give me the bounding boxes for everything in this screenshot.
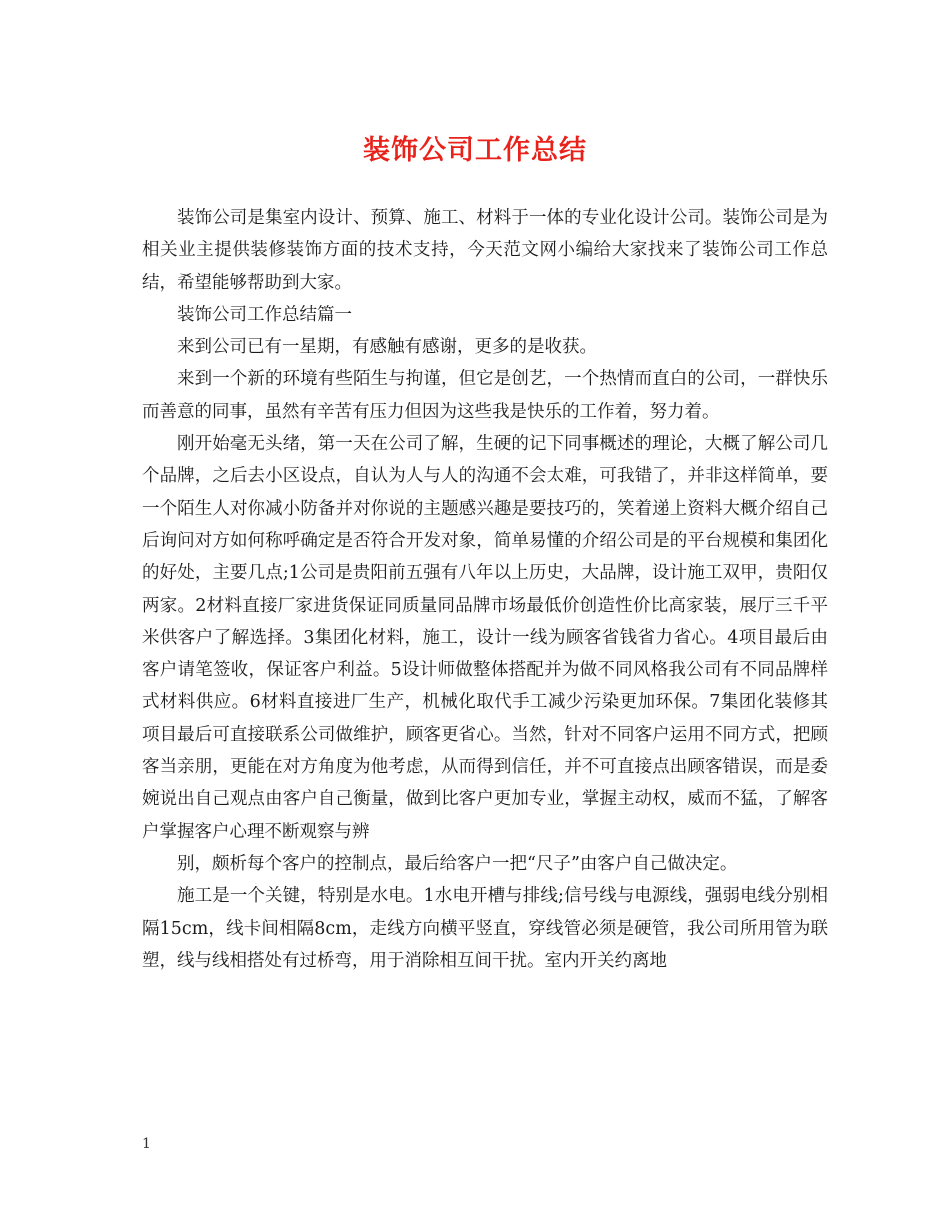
- page-number: 1: [142, 1136, 151, 1152]
- paragraph: 来到一个新的环境有些陌生与拘谨，但它是创艺，一个热情而直白的公司，一群快乐而善意的同事，虽然有辛苦有压力但因为这些我是快乐的工作着，努力着。: [142, 369, 828, 422]
- paragraph: 刚开始毫无头绪，第一天在公司了解，生硬的记下同事概述的理论，大概了解公司几个品牌，之后去小区设点，自认为人与人的沟通不会太难，可我错了，并非这样简单，要一个陌生人对你减小防备并对你说的主题感兴趣是要技巧的，笑着递上资料大概介绍自己后询问对方如何称呼确定是否符合开发对象，简单易懂的介绍公司是的平台规模和集团化的好处，主要几点;1公司是贵阳前五强有八年以上历史，大品牌，设计施工双甲，贵阳仅两家。2材料直接厂家进货保证同质量同品牌市场最低价创造性价比高家装，展厅三千平米供客户了解选择。3集团化材料，施工，设计一线为顾客省钱省力省心。4项目最后由客户请笔签收，保证客户利益。5设计师做整体搭配并为做不同风格我公司有不同品牌样式材料供应。6材料直接进厂生产，机械化取代手工减少污染更加环保。7集团化装修其项目最后可直接联系公司做维护，顾客更省心。当然，针对不同客户运用不同方式，把顾客当亲朋，更能在对方角度为他考虑，从而得到信任，并不可直接点出顾客错误，而是委婉说出自己观点由客户自己衡量，做到比客户更加专业，掌握主动权，威而不猛，了解客户掌握客户心理不断观察与辨: [142, 434, 828, 842]
- paragraph: 来到公司已有一星期，有感触有感谢，更多的是收获。: [177, 337, 597, 358]
- paragraph-intro: 装饰公司是集室内设计、预算、施工、材料于一体的专业化设计公司。装饰公司是为相关业主提供装修装饰方面的技术支持，今天范文网小编给大家找来了装饰公司工作总结，希望能够帮助到大家。: [142, 208, 828, 293]
- paragraph: 别，颇析每个客户的控制点，最后给客户一把“尺子”由客户自己做决定。: [177, 853, 738, 874]
- paragraph: 施工是一个关键，特别是水电。1水电开槽与排线;信号线与电源线，强弱电线分别相隔15cm，线卡间相隔8cm，走线方向横平竖直，穿线管必须是硬管，我公司所用管为联塑，线与线相搭处有过桥弯，用于消除相互间干扰。室内开关约离地: [142, 886, 828, 971]
- section-heading: 装饰公司工作总结篇一: [177, 304, 352, 325]
- document-body: [142, 202, 828, 977]
- document-title: 装饰公司工作总结: [363, 135, 587, 166]
